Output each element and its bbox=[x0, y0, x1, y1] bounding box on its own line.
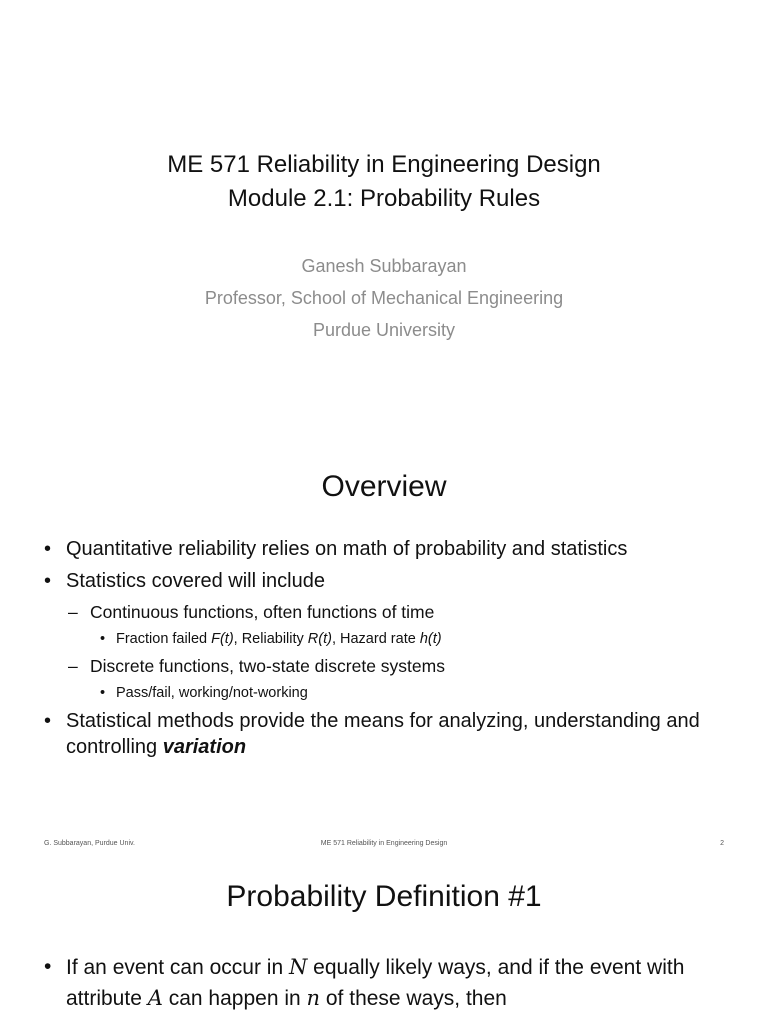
bullet-text-a: If an event can occur in bbox=[66, 956, 289, 979]
sub-bullet-item bbox=[44, 654, 738, 678]
course-title bbox=[0, 148, 768, 216]
formula-f: F(t) bbox=[211, 631, 234, 647]
formula-r: R(t) bbox=[307, 631, 332, 647]
title-line-1: ME 571 Reliability in Engineering Design bbox=[167, 151, 601, 178]
bullet-item bbox=[44, 568, 738, 594]
sub-sub-bullet-text: Pass/fail, working/not-working bbox=[116, 685, 308, 701]
sub-sub-bullet-item bbox=[44, 682, 738, 704]
bullet-icon: • bbox=[100, 631, 106, 647]
slide-title: Probability Definition #1 bbox=[226, 880, 542, 913]
text-hazard-rate: , Hazard rate bbox=[331, 631, 420, 647]
bullet-text-c: can happen in bbox=[162, 987, 307, 1010]
bullet-text: Statistics covered will include bbox=[66, 570, 325, 592]
math-symbol-N: N bbox=[288, 955, 308, 979]
footer-author: G. Subbarayan, Purdue Univ. bbox=[44, 840, 135, 847]
sub-bullet-item bbox=[44, 600, 738, 624]
bullet-icon: • bbox=[100, 685, 106, 701]
footer-course: ME 571 Reliability in Engineering Design bbox=[320, 840, 448, 847]
title-slide bbox=[0, 0, 768, 426]
sub-sub-bullet-item bbox=[44, 628, 738, 650]
formula-h: h(t) bbox=[419, 631, 442, 647]
math-symbol-n: n bbox=[306, 986, 321, 1010]
bullet-item bbox=[44, 708, 738, 760]
text-fraction-failed: Fraction failed bbox=[116, 631, 212, 647]
text-reliability: , Reliability bbox=[233, 631, 308, 647]
bullet-text: Statistical methods provide the means for analyzing, understanding and controlling bbox=[66, 710, 700, 758]
bullet-item bbox=[44, 952, 738, 1014]
bullet-icon: • bbox=[44, 570, 52, 592]
bullet-text-b: equally likely ways, and if the event with attribute bbox=[66, 956, 685, 1010]
math-symbol-A: A bbox=[147, 986, 163, 1010]
bullet-icon: • bbox=[44, 710, 52, 732]
dash-icon: – bbox=[68, 602, 78, 622]
bullet-icon: • bbox=[44, 538, 52, 560]
title-line-2: Module 2.1: Probability Rules bbox=[227, 185, 541, 212]
sub-bullet-text: Discrete functions, two-state discrete systems bbox=[90, 656, 445, 676]
probability-definition-slide bbox=[0, 852, 768, 1024]
sub-bullet-text: Continuous functions, often functions of time bbox=[90, 602, 435, 622]
dash-icon: – bbox=[68, 656, 78, 676]
slide-title: Overview bbox=[321, 470, 447, 503]
overview-slide bbox=[0, 426, 768, 852]
author-affiliation: Purdue University bbox=[312, 320, 456, 340]
bullet-list bbox=[44, 952, 738, 1020]
bullet-icon: • bbox=[44, 955, 52, 978]
author-name: Ganesh Subbarayan bbox=[301, 256, 467, 276]
emphasis-variation: variation bbox=[162, 736, 247, 758]
bullet-item bbox=[44, 536, 738, 562]
author-block bbox=[0, 250, 768, 346]
footer-page-number: 2 bbox=[720, 840, 724, 847]
bullet-list bbox=[44, 536, 738, 766]
bullet-text: Quantitative reliability relies on math of probability and statistics bbox=[66, 538, 628, 560]
bullet-text-d: of these ways, then bbox=[320, 987, 507, 1010]
author-title: Professor, School of Mechanical Engineering bbox=[204, 288, 564, 308]
